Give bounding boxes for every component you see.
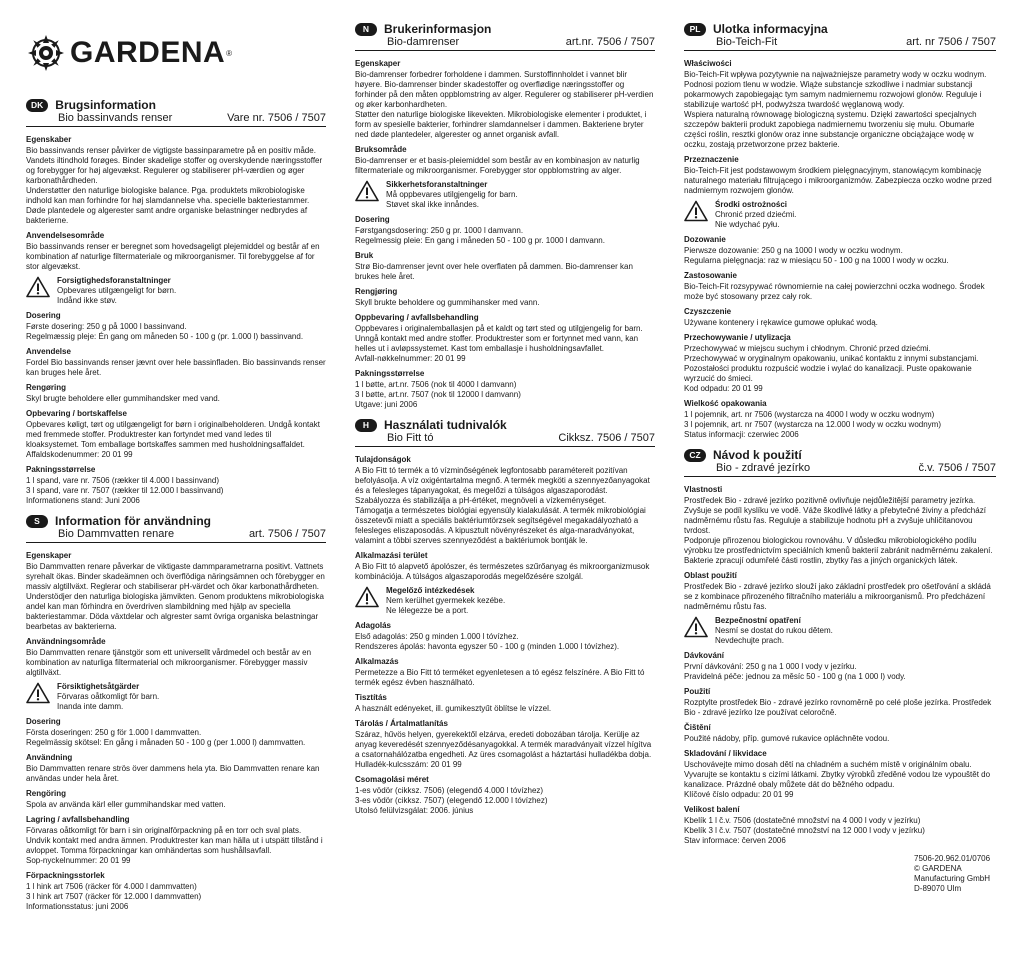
warning-title: Środki ostrożności — [715, 200, 788, 209]
warning-text: Nem kerülhet gyermekek kezébe. Ne lélegezze be a port. — [386, 596, 506, 615]
subsection-heading: Pakningsstørrelse — [355, 369, 425, 378]
column-3 — [684, 22, 996, 894]
language-badge: DK — [26, 99, 48, 112]
subsection-text: A használt edényeket, ill. gumikesztyűt öblítse le vízzel. — [355, 704, 552, 713]
product-line — [684, 36, 996, 51]
safety-warning — [684, 616, 996, 646]
safety-warning — [355, 180, 655, 210]
section-dk — [26, 98, 326, 506]
subsection-heading: Dosering — [26, 311, 61, 320]
warning-triangle-icon — [684, 200, 708, 222]
subsection-heading: Användningsområde — [26, 637, 106, 646]
section-heading — [684, 448, 996, 462]
subsection-text: Bio Dammvatten renare påverkar de viktigaste dammparametrarna positivt. Vattnets syrehalt ökas. Binder skadeämnen och överflödiga näringsämnen och förebygger en massiv algtillväxt. Reglerar och stabiliserar pH-värdet och ökar karbonathårdheten. Understödjer den naturliga biologiska jämvikten. Genom produktens mikrobiologiska andel kan man förhindra en överdriven slambildning med hjälp av speciella bakteriestammar. Döda växtdelar och algrester samt övriga organiska belastningar bearbetas av bakterierna. — [26, 562, 325, 631]
section-heading — [684, 22, 996, 36]
subsection-heading: Použití — [684, 687, 711, 696]
subsection-heading: Rengöring — [26, 789, 66, 798]
article-number: art. nr 7506 / 7507 — [906, 36, 996, 48]
section-heading — [355, 22, 655, 36]
subsection-text: Bio bassinvands renser påvirker de vigtigste bassinparametre på en positiv måde. Vandets iltindhold forøges. Binder skadelige stoffer og overskydende næringsstoffer og forebygger for høj algevækst. Regulerer og stabiliserer pH-værdien og øger karbonathårdheden. Understøtter den naturlige biologiske balance. Pga. produktets mikrobiologiske indhold kan man forhindre for høj slamdannelse vha. specielle bakteriestammer. Døde plantedele og algerester samt andre organiske belastninger nedbrydes af bakterierne. — [26, 146, 323, 225]
subsection-text: Kbelík 1 l č.v. 7506 (dostatečné množství na 4 000 l vody v jezírku) Kbelík 3 l č.v. 7507 (dostatečné množství na 12 000 l vody v jezírku) Stav informace: červen 2006 — [684, 816, 925, 845]
section-heading — [26, 98, 326, 112]
section-title: Ulotka informacyjna — [713, 22, 828, 36]
subsection-text: Uschovávejte mimo dosah dětí na chladném a suchém místě v originálním obalu. Vyvarujte se kontaktu s cizími látkami. Zbytky výrobků zředěné vodou lze vypouštět do kanalizace. Prázdné obaly můžete dát do běžného odpadu. Klíčové číslo odpadu: 20 01 99 — [684, 760, 991, 799]
subsection-text: Spola av använda kärl eller gummihandskar med vatten. — [26, 800, 226, 809]
subsection-heading: Rengjøring — [355, 287, 398, 296]
language-badge: S — [26, 515, 48, 528]
section-title: Information för användning — [55, 514, 211, 528]
subsection-heading: Dosering — [355, 215, 390, 224]
warning-title: Sikkerhetsforanstaltninger — [386, 180, 488, 189]
subsection-heading: Csomagolási méret — [355, 775, 429, 784]
subsection-heading: Alkalmazási terület — [355, 551, 428, 560]
subsection-heading: Adagolás — [355, 621, 392, 630]
article-number: Vare nr. 7506 / 7507 — [227, 112, 326, 124]
section-h — [355, 418, 655, 816]
subsection-text: 1 l spand, vare nr. 7506 (rækker til 4.000 l bassinvand) 3 l spand, vare nr. 7507 (rækker til 12.000 l bassinvand) Informationens stand: Juni 2006 — [26, 476, 224, 505]
subsection-heading: Oblast použití — [684, 571, 737, 580]
section-title: Brugsinformation — [55, 98, 156, 112]
subsection-heading: Wielkość opakowania — [684, 399, 767, 408]
subsection-text: Strø Bio-damrenser jevnt over hele overflaten på dammen. Bio-damrenser kan brukes hele året. — [355, 262, 633, 281]
safety-warning — [684, 200, 996, 230]
subsection-text: Első adagolás: 250 g minden 1.000 l tóvízhez. Rendszeres ápolás: havonta egyszer 50 - 100 g (minden 1.000 l tóvízhez). — [355, 632, 620, 651]
subsection-heading: Przeznaczenie — [684, 155, 739, 164]
subsection-heading: Pakningsstørrelse — [26, 465, 96, 474]
column-2-sections — [355, 22, 655, 816]
subsection-heading: Tisztítás — [355, 693, 387, 702]
section-n — [355, 22, 655, 410]
warning-triangle-icon — [26, 682, 50, 704]
product-name: Bio - zdravé jezírko — [716, 462, 811, 474]
language-badge: N — [355, 23, 377, 36]
subsection-text: Száraz, hűvös helyen, gyerekektől elzárva, eredeti dobozában tárolja. Kerülje az anyag keveredését szennyeződésanyagokkal. A termék maradványait vízzel hígítva a csatornahálózatba engedheti. Az üres csomagolást a háztartási hulladékba dobja. Hulladék-kulcsszám: 20 01 99 — [355, 730, 652, 769]
subsection-heading: Zastosowanie — [684, 271, 737, 280]
subsection-heading: Dosering — [26, 717, 61, 726]
article-number: Cikksz. 7506 / 7507 — [558, 432, 655, 444]
subsection-text: Permetezze a Bio Fitt tó terméket egyenletesen a tó egész felszínére. A Bio Fitt tó termék egész évben használható. — [355, 668, 645, 687]
warning-title: Bezpečnostní opatření — [715, 616, 801, 625]
subsection-text: Första doseringen: 250 g för 1.000 l dammvatten. Regelmässig skötsel: En gång i månaden 50 - 100 g (per 1.000 l) dammvatten. — [26, 728, 306, 747]
subsection-heading: Skladování / likvidace — [684, 749, 767, 758]
subsection-text: Bio-Teich-Fit jest podstawowym środkiem pielęgnacyjnym, stanowiącym kombinację naturalnego materiału filtrującego i mikroorganizmów. Zabezpiecza oczko wodne przed nadmiernym rozwojem glonów. — [684, 166, 992, 195]
warning-triangle-icon — [26, 276, 50, 298]
subsection-heading: Förpackningsstorlek — [26, 871, 105, 880]
subsection-heading: Właściwości — [684, 59, 732, 68]
subsection-heading: Vlastnosti — [684, 485, 723, 494]
subsection-heading: Lagring / avfallsbehandling — [26, 815, 130, 824]
subsection-heading: Alkalmazás — [355, 657, 399, 666]
warning-content — [715, 616, 833, 646]
subsection-heading: Bruksområde — [355, 145, 407, 154]
section-cz — [684, 448, 996, 846]
subsection-heading: Oppbevaring / avfallsbehandling — [355, 313, 479, 322]
warning-text: Nesmí se dostat do rukou dětem. Nevdechujte prach. — [715, 626, 833, 645]
subsection-text: 1 l bøtte, art.nr. 7506 (nok til 4000 l damvann) 3 l bøtte, art.nr. 7507 (nok til 12000 l damvann) Utgave: juni 2006 — [355, 380, 521, 409]
warning-text: Förvaras oåtkomligt för barn. Inanda inte damm. — [57, 692, 160, 711]
section-title: Használati tudnivalók — [384, 418, 507, 432]
warning-text: Må oppbevares utilgjengelig for barn. Støvet skal ikke innåndes. — [386, 190, 518, 209]
subsection-heading: Dozowanie — [684, 235, 726, 244]
article-number: art. 7506 / 7507 — [248, 528, 326, 540]
subsection-text: Bio-damrenser er et basis-pleiemiddel som består av en kombinasjon av naturlig filtermateriale og mikroorganismer. Forebygger stor oppblomstring av alger. — [355, 156, 640, 175]
gardena-logo-icon — [26, 33, 66, 73]
warning-triangle-icon — [355, 180, 379, 202]
warning-content — [386, 586, 505, 616]
subsection-heading: Przechowywanie / utylizacja — [684, 333, 791, 342]
subsection-heading: Velikost balení — [684, 805, 740, 814]
article-number: art.nr. 7506 / 7507 — [565, 36, 655, 48]
warning-content — [57, 682, 159, 712]
subsection-text: Oppbevares i originalemballasjen på et kaldt og tørt sted og utilgjengelig for barn. Unngå kontakt med andre stoffer. Produktrester som er fortynnet med vann, kan helles ut i avløpssystemet. Kast tom emballasje i husholdningsavfallet. Avfall-nøkkelnummer: 20 01 99 — [355, 324, 643, 363]
subsection-text: Prostředek Bio - zdravé jezírko pozitivně ovlivňuje nejdůležitější parametry jezírka. Zvyšuje se podíl kyslíku ve vodě. Váže škodlivé látky a přebytečné živiny a předchází nadměrnému růstu řas. Reguluje a stabilizuje hodnotu pH a zvyšuje uhličitanovou tvrdost. Podporuje přirozenou biologickou rovnováhu. V důsledku mikrobiologického podílu výrobku lze prostřednictvím speciálních kmenů bakterií zabránit nadměrnému zakalení. Bakterie zpracují odumřelé části rostlin, zbytky řas a jiných organických látek. — [684, 496, 993, 565]
subsection-text: Opbevares køligt, tørt og utilgængeligt for børn i originalbeholderen. Undgå kontakt med fremmede stoffer. Produktrester kan fortyndet med vand ledes til kloaksystemet. Tom emballage bortskaffes sammen med husholdningsaffaldet. Affaldskodenummer: 20 01 99 — [26, 420, 320, 459]
column-1 — [26, 22, 326, 920]
product-line — [26, 112, 326, 127]
warning-title: Megelőző intézkedések — [386, 586, 475, 595]
column-1-sections — [26, 98, 326, 912]
warning-content — [715, 200, 796, 230]
warning-triangle-icon — [684, 616, 708, 638]
subsection-heading: Användning — [26, 753, 73, 762]
subsection-heading: Egenskaper — [26, 551, 72, 560]
subsection-heading: Dávkování — [684, 651, 725, 660]
subsection-heading: Egenskaber — [26, 135, 72, 144]
subsection-text: Pierwsze dozowanie: 250 g na 1000 l wody w oczku wodnym. Regularna pielęgnacja: raz w miesiącu 50 - 100 g na 1000 l wody w oczku. — [684, 246, 949, 265]
subsection-text: Bio-Teich-Fit rozsypywać równomiernie na całej powierzchni oczka wodnego. Środek może być stosowany przez cały rok. — [684, 282, 985, 301]
subsection-text: A Bio Fitt tó termék a tó vízminőségének legfontosabb paramétereit pozitívan befolyásolja. A víz oxigéntartalma megnő. A termék megköti a szennyezőanyagokat és a felesleges tápanyagokat, és megelőzi a túlságos algaszaporodást. Szabályozza és stabilizálja a pH-értéket, megnöveli a vízkeménységet. Támogatja a természetes biológiai egyensúly kialakulását. A termék mikrobiológiai összetevői miatt a speciális baktériumtörzsek segítségével megakadályozható a felesleges eliszaposodás. A kipusztult növényrészeket és alga-maradványokat, valamint a többi szerves szennyeződést a baktériumok bontják le. — [355, 466, 650, 545]
subsection-text: A Bio Fitt tó alapvető ápolószer, és természetes szűrőanyag és mikroorganizmusok kombinációja. A túlságos algaszaporodás megelőzésére szolgál. — [355, 562, 650, 581]
section-heading — [355, 418, 655, 432]
subsection-text: Førstgangsdosering: 250 g pr. 1000 l damvann. Regelmessig pleie: En gang i måneden 50 - 100 g pr. 1000 l damvann. — [355, 226, 605, 245]
section-s — [26, 514, 326, 912]
subsection-text: Rozptylte prostředek Bio - zdravé jezírko rovnoměrně po celé ploše jezírka. Prostředek Bio - zdravé jezírko lze používat celoročně. — [684, 698, 992, 717]
article-number: č.v. 7506 / 7507 — [918, 462, 996, 474]
product-name: Bio Fitt tó — [387, 432, 434, 444]
subsection-text: Použité nádoby, příp. gumové rukavice opláchněte vodou. — [684, 734, 890, 743]
warning-content — [57, 276, 176, 306]
warning-triangle-icon — [355, 586, 379, 608]
subsection-text: 1 l pojemnik, art. nr 7506 (wystarcza na 4000 l wody w oczku wodnym) 3 l pojemnik, art. nr 7507 (wystarcza na 12.000 l wody w oczku wodnym) Status informacji: czerwiec 2006 — [684, 410, 942, 439]
brand-name: GARDENA — [70, 36, 226, 69]
warning-text: Chronić przed dziećmi. Nie wdychać pyłu. — [715, 210, 797, 229]
subsection-heading: Rengøring — [26, 383, 66, 392]
section-heading — [26, 514, 326, 528]
subsection-heading: Tulajdonságok — [355, 455, 411, 464]
subsection-heading: Czyszczenie — [684, 307, 732, 316]
product-name: Bio bassinvands renser — [58, 112, 173, 124]
product-name: Bio Dammvatten renare — [58, 528, 175, 540]
subsection-text: Skyl brugte beholdere eller gummihandsker med vand. — [26, 394, 220, 403]
product-name: Bio-Teich-Fit — [716, 36, 778, 48]
subsection-text: Używane kontenery i rękawice gumowe opłukać wodą. — [684, 318, 878, 327]
language-badge: CZ — [684, 449, 706, 462]
subsection-text: Bio-Teich-Fit wpływa pozytywnie na najważniejsze parametry wody w oczku wodnym. Podnosi poziom tlenu w wodzie. Wiąże substancje szkodliwe i nadmiar substancji pokarmowych zapobiegając tym samym nadmiernemu rozwojowi glonów. Reguluje i stabilizuje wartość pH, podwyższa twardość węglanową wody. Wspiera naturalną równowagę biologiczną systemu. Dzięki zawartości specjalnych szczepów bakterii produkt zapobiega nadmiernemu tworzeniu się mułu. Obumarłe części roślin, resztki glonów oraz inne substancje organiczne obciążające wodę w oczku, zostają przetworzone przez bakterie. — [684, 70, 987, 149]
subsection-text: Skyll brukte beholdere og gummihansker med vann. — [355, 298, 540, 307]
document-footer: 7506-20.962.01/0706 © GARDENA Manufacturing GmbH D-89070 Ulm — [914, 854, 991, 893]
product-line — [26, 528, 326, 543]
product-line — [684, 462, 996, 477]
subsection-text: Bio-damrenser forbedrer forholdene i dammen. Surstoffinnholdet i vannet blir høyere. Bio-damrenser binder skadestoffer og overflødige næringsstoffer og forhinder på den måten oppblomstring av alger. Regulerer og stabiliserer pH-verdien og øker karbonhardheten. Støtter den naturlige biologiske likevekten. Mikrobiologiske elementer i produktet, i form av spesielle bakterier, forhindrer slamdannelser i dammen. Bakteriene bryter ned døde plantedeler, algerester og annet organisk avfall. — [355, 70, 654, 139]
subsection-text: Bio Dammvatten renare tjänstgör som ett universellt vårdmedel och består av en kombination av naturliga filtermaterial och mikroorganismer. Förebygger massiv algtillväxt. — [26, 648, 312, 677]
language-badge: PL — [684, 23, 706, 36]
subsection-text: Bio bassinvands renser er beregnet som hovedsageligt plejemiddel og består af en kombination af naturlige filtermateriale og mikroorganismer. Til forebyggelse af for stor algevækst. — [26, 242, 320, 271]
subsection-heading: Anvendelsesområde — [26, 231, 105, 240]
product-line — [355, 36, 655, 51]
registered-mark: ® — [226, 48, 233, 58]
subsection-text: Förvaras oåtkomligt för barn i sin originalförpackning på en torr och sval plats. Undvik kontakt med andra ämnen. Produktrester kan man hälla ut i utspätt tillstånd i avloppet. Tomma förpackningar kan omhändertas som hushållsavfall. Sop-nyckelnummer: 20 01 99 — [26, 826, 323, 865]
warning-title: Forsigtighedsforanstaltninger — [57, 276, 171, 285]
warning-title: Försiktighetsåtgärder — [57, 682, 140, 691]
subsection-text: Fordel Bio bassinvands renser jævnt over hele bassinfladen. Bio bassinvands renser kan bruges hele året. — [26, 358, 326, 377]
gardena-logo — [26, 28, 326, 78]
subsection-text: Første dosering: 250 g på 1000 l bassinvand. Regelmæssig pleje: Én gang om måneden 50 - 100 g (pr. 1.000 l) bassinvand. — [26, 322, 304, 341]
section-pl — [684, 22, 996, 440]
section-title: Brukerinformasjon — [384, 22, 492, 36]
warning-content — [386, 180, 518, 210]
safety-warning — [26, 682, 326, 712]
subsection-heading: Anvendelse — [26, 347, 71, 356]
subsection-heading: Tárolás / Ártalmatlanítás — [355, 719, 448, 728]
safety-warning — [355, 586, 655, 616]
subsection-text: První dávkování: 250 g na 1 000 l vody v jezírku. Pravidelná péče: jednou za měsíc 50 - 100 g (na 1 000 l) vody. — [684, 662, 906, 681]
subsection-text: 1-es vödör (cikksz. 7506) (elegendő 4.000 l tóvízhez) 3-es vödör (cikksz. 7507) (elegendő 12.000 l tóvízhez) Utolsó felülvizsgálat: 2006. június — [355, 786, 548, 815]
language-badge: H — [355, 419, 377, 432]
column-2 — [355, 22, 655, 824]
column-3-sections — [684, 22, 996, 846]
product-line — [355, 432, 655, 447]
subsection-heading: Egenskaper — [355, 59, 401, 68]
subsection-heading: Bruk — [355, 251, 374, 260]
warning-text: Opbevares utilgængeligt for børn. Indånd ikke støv. — [57, 286, 177, 305]
subsection-text: 1 l hink art 7506 (räcker för 4.000 l dammvatten) 3 l hink art 7507 (räcker för 12.000 l dammvatten) Informationsstatus: juni 2006 — [26, 882, 202, 911]
section-title: Návod k použití — [713, 448, 802, 462]
subsection-text: Prostředek Bio - zdravé jezírko slouží jako základní prostředek pro ošetřování a skládá se z kombinace přirozeného filtračního materiálu a mikroorganismů. Pro předcházení nadměrnému růstu řas. — [684, 582, 991, 611]
safety-warning — [26, 276, 326, 306]
subsection-text: Bio Dammvatten renare strös över dammens hela yta. Bio Dammvatten renare kan användas under hela året. — [26, 764, 320, 783]
product-name: Bio-damrenser — [387, 36, 460, 48]
subsection-heading: Opbevaring / bortskaffelse — [26, 409, 127, 418]
subsection-heading: Čištění — [684, 723, 711, 732]
subsection-text: Przechowywać w miejscu suchym i chłodnym. Chronić przed dziećmi. Przechowywać w oryginalnym opakowaniu, unikać kontaktu z innymi substancjami. Pozostałości produktu rozpuścić wodzie i wylać do kanalizacji. Puste opakowanie wyrzucić do śmieci. Kod odpadu: 20 01 99 — [684, 344, 979, 393]
